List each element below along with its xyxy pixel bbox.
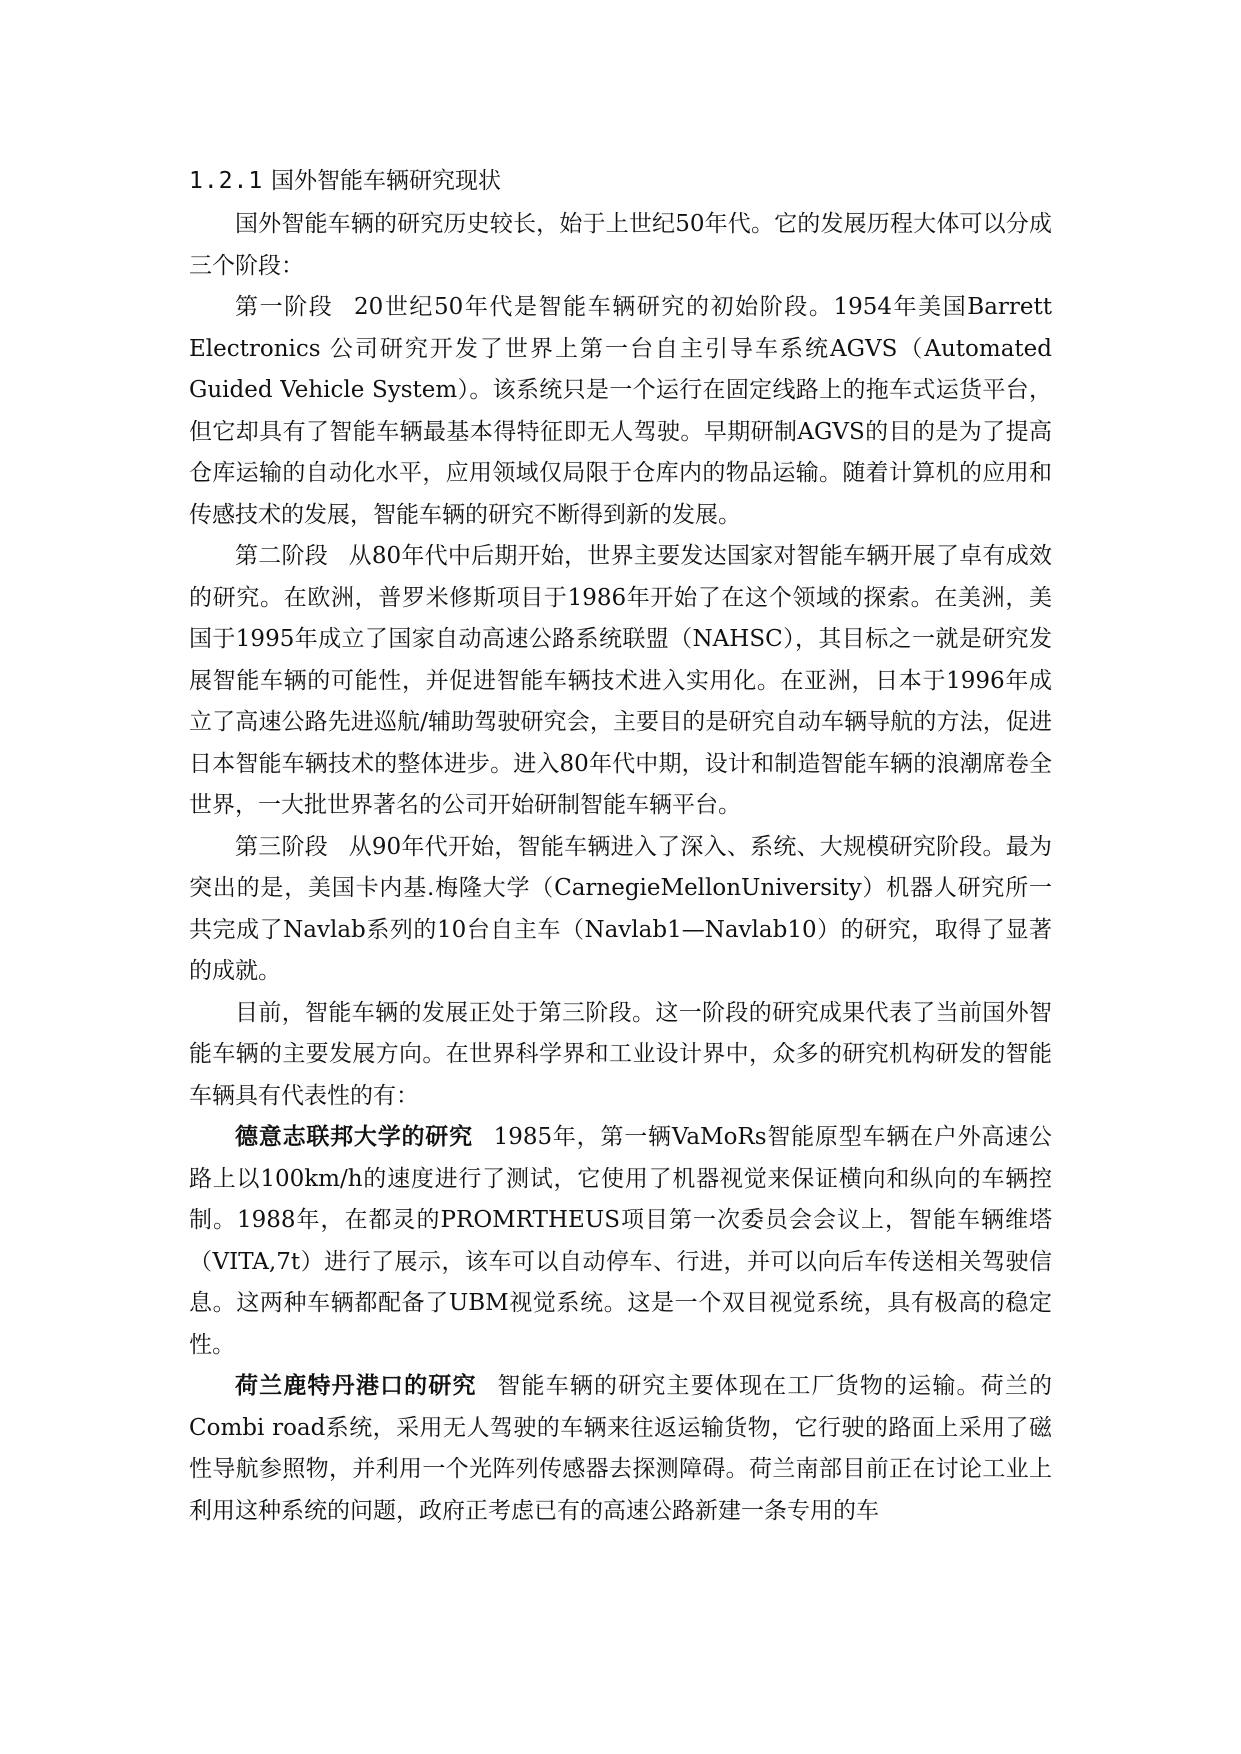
stage-3-text: 从90年代开始，智能车辆进入了深入、系统、大规模研究阶段。最为突出的是，美国卡内基.梅隆大学（CarnegieMellonUniversity）机器人研究所一共完成了Navlab系列的10台自主车（Navlab1—Navlab10）的研究，取得了显著的成就。 [189,833,1052,984]
netherlands-text: 智能车辆的研究主要体现在工厂货物的运输。荷兰的Combi road系统，采用无人驾驶的车辆来往返运输货物，它行驶的路面上采用了磁性导航参照物，并利用一个光阵列传感器去探测障碍。荷兰南部目前正在讨论工业上利用这种系统的问题，政府正考虑已有的高速公路新建一条专用的车 [189,1373,1053,1524]
germany-lead: 德意志联邦大学的研究 [235,1124,473,1150]
stage-3-lead: 第三阶段 [235,833,328,860]
stage-2-lead: 第二阶段 [235,543,328,569]
paragraph-netherlands [189,1366,1052,1532]
paragraph-intro: 国外智能车辆的研究历史较长，始于上世纪50年代。它的发展历程大体可以分成三个阶段： [189,211,1052,279]
paragraph-stage-1 [189,287,1052,536]
paragraph-stage-2 [189,536,1052,827]
stage-1-text: 20世纪50年代是智能车辆研究的初始阶段。1954年美国Barrett Electronics 公司研究开发了世界上第一台自主引导车系统AGVS（Automated Guided Vehicle System）。该系统只是一个运行在固定线路上的拖车式运货平台，但它却具有了智能车辆最基本得特征即无人驾驶。早期研制AGVS的目的是为了提高仓库运输的自动化水平，应用领域仅局限于仓库内的物品运输。随着计算机的应用和传感技术的发展，智能车辆的研究不断得到新的发展。 [189,294,1052,528]
netherlands-lead: 荷兰鹿特丹港口的研究 [235,1373,477,1399]
germany-text: 1985年，第一辆VaMoRs智能原型车辆在户外高速公路上以100km/h的速度进行了测试，它使用了机器视觉来保证横向和纵向的车辆控制。1988年，在都灵的PROMRTHEUS项目第一次委员会会议上，智能车辆维塔（VITA,7t）进行了展示，该车可以自动停车、行进，并可以向后车传送相关驾驶信息。这两种车辆都配备了UBM视觉系统。这是一个双目视觉系统，具有极高的稳定性。 [189,1124,1052,1358]
document-page [189,161,1052,1532]
paragraph-stage-3 [189,827,1052,993]
stage-2-text: 从80年代中后期开始，世界主要发达国家对智能车辆开展了卓有成效的研究。在欧洲，普罗米修斯项目于1986年开始了在这个领域的探索。在美洲，美国于1995年成立了国家自动高速公路系统联盟（NAHSC），其目标之一就是研究发展智能车辆的可能性，并促进智能车辆技术进入实用化。在亚洲，日本于1996年成立了高速公路先进巡航/辅助驾驶研究会，主要目的是研究自动车辆导航的方法，促进日本智能车辆技术的整体进步。进入80年代中期，设计和制造智能车辆的浪潮席卷全世界，一大批世界著名的公司开始研制智能车辆平台。 [189,543,1052,818]
section-heading [189,161,1052,202]
paragraph-germany [189,1117,1052,1366]
stage-1-lead: 第一阶段 [235,294,334,320]
section-title: 国外智能车辆研究现状 [271,168,501,194]
paragraph-current: 目前，智能车辆的发展正处于第三阶段。这一阶段的研究成果代表了当前国外智能车辆的主要发展方向。在世界科学界和工业设计界中，众多的研究机构研发的智能车辆具有代表性的有： [189,999,1052,1109]
section-number: 1.2.1 [189,168,264,194]
